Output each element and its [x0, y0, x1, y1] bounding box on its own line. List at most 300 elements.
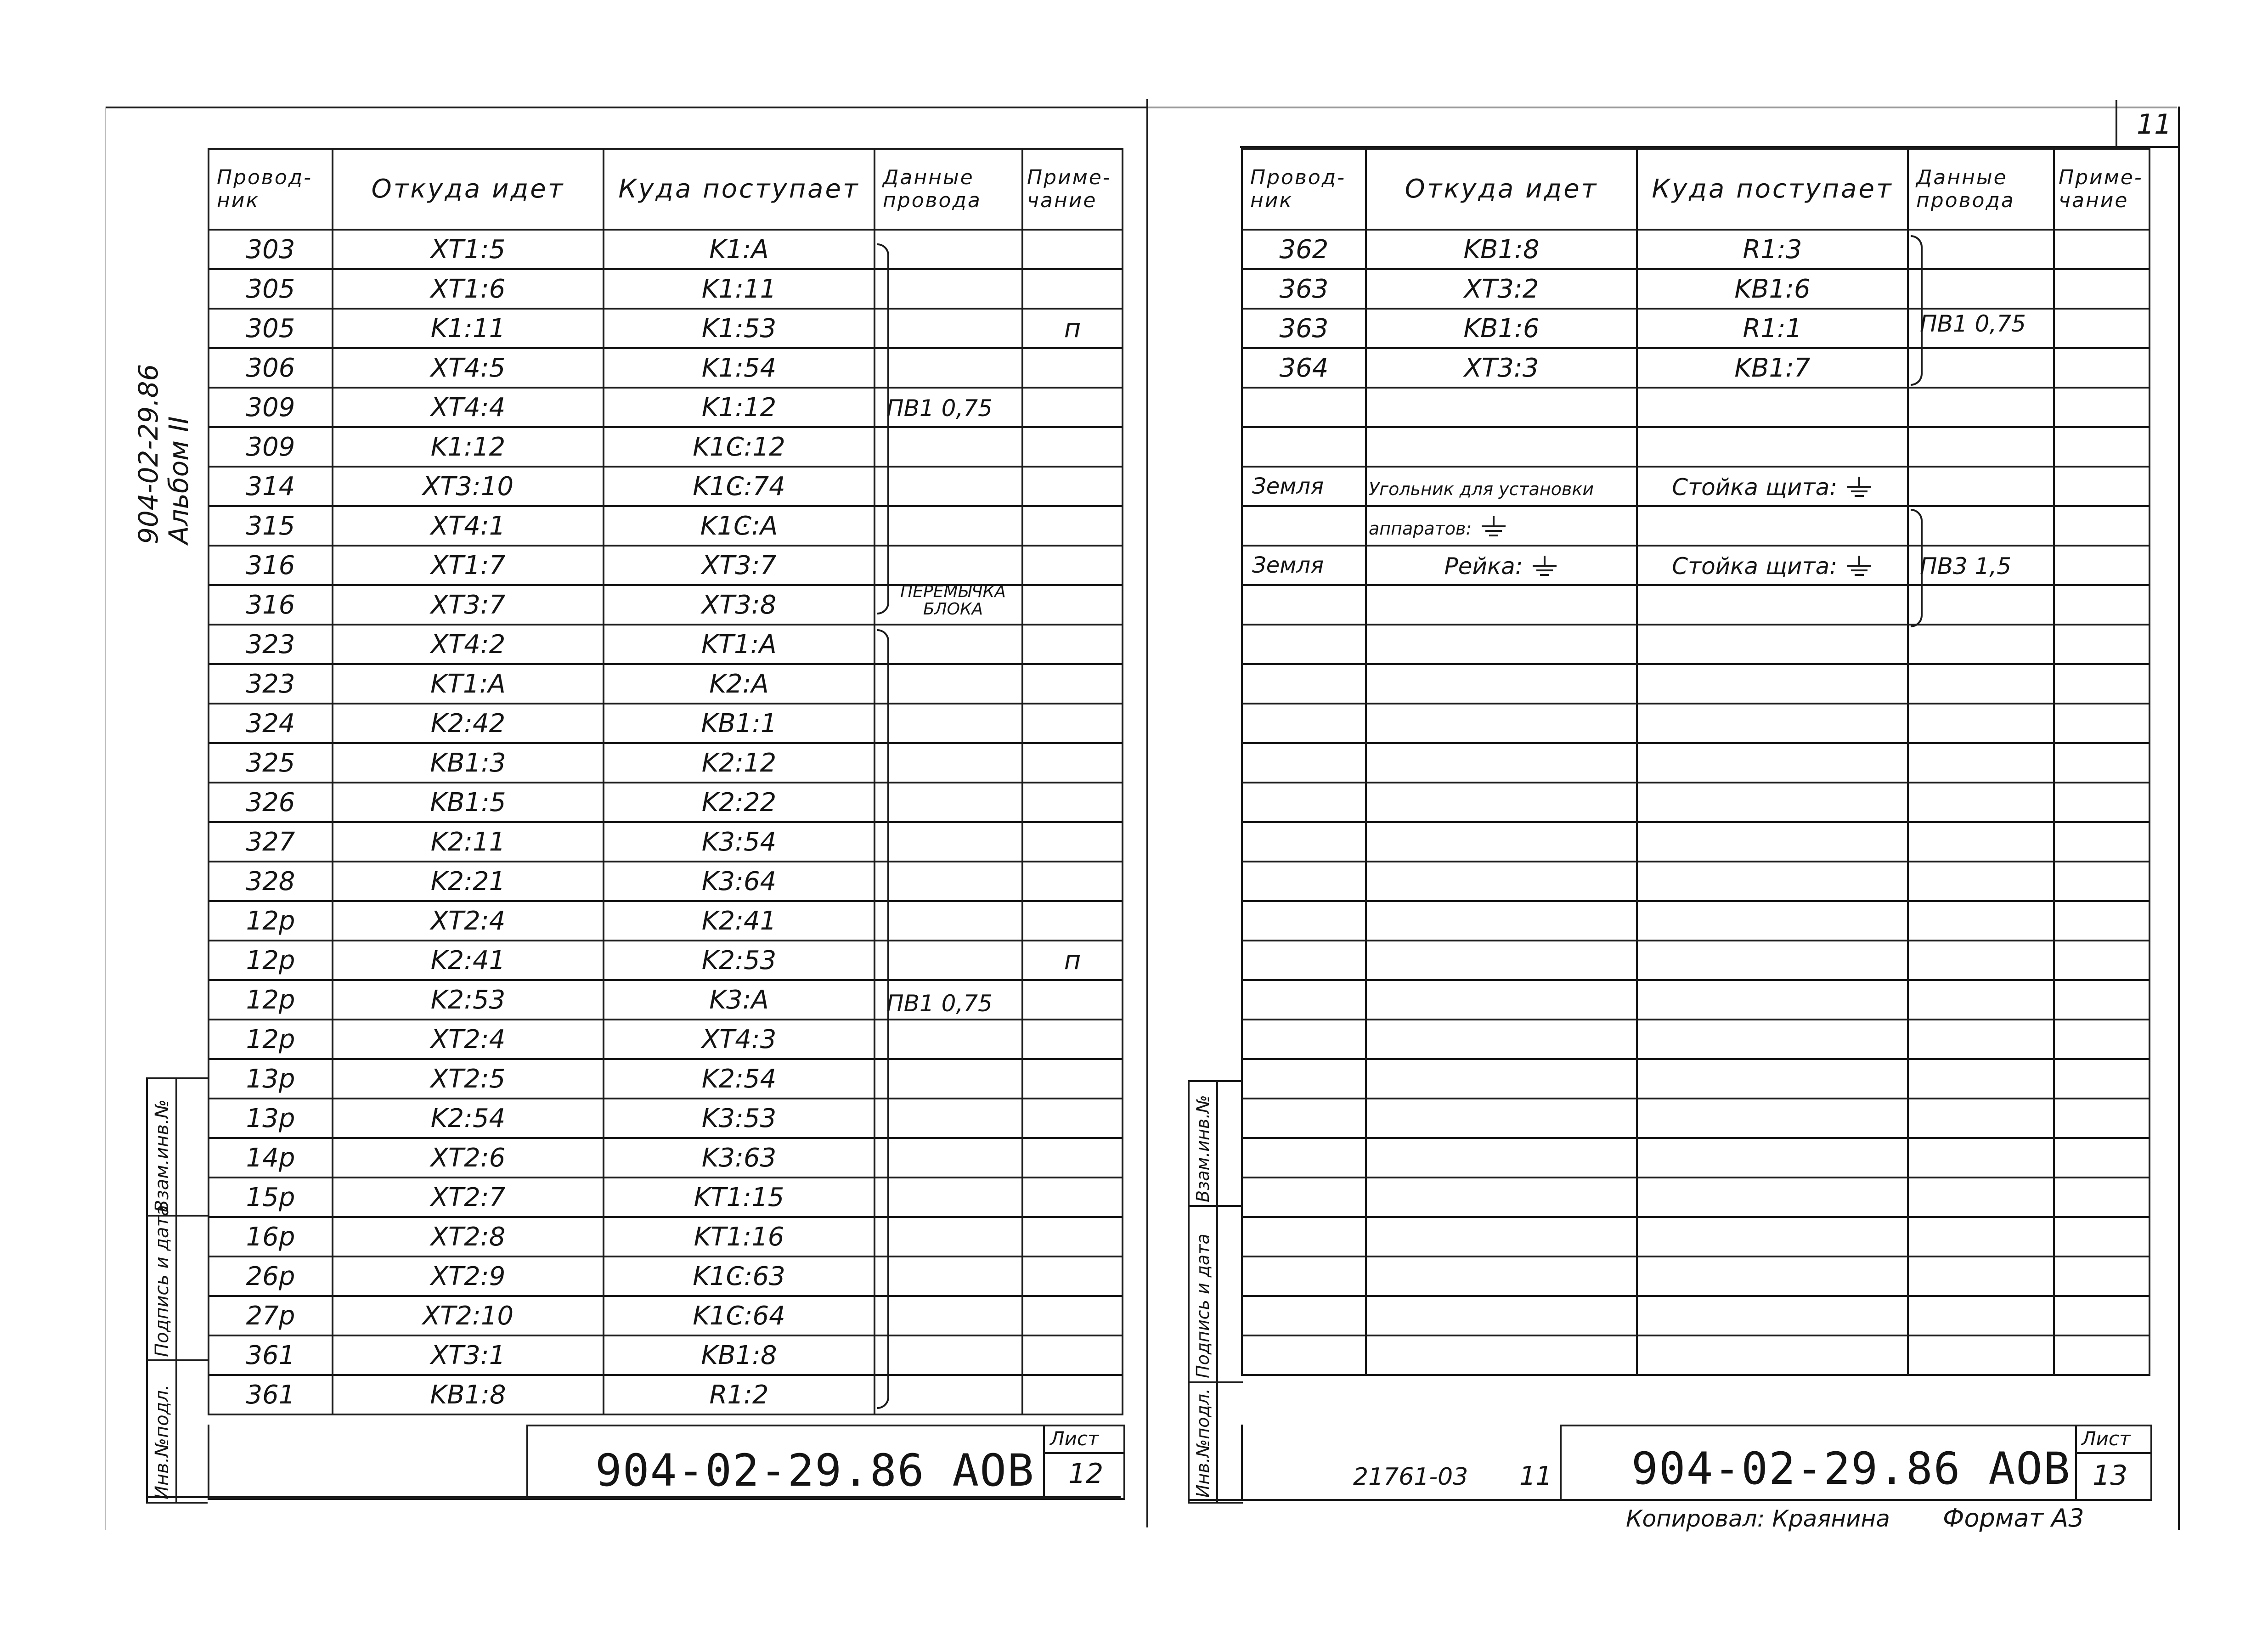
cell	[1637, 1335, 1908, 1375]
cell	[1366, 585, 1637, 625]
cell	[1908, 901, 2054, 941]
table-row	[1242, 230, 2150, 269]
cell-wire: 14p	[209, 1138, 333, 1178]
left-stamp-sheet-label: Лист	[1050, 1427, 1099, 1450]
cell-data	[874, 1020, 1022, 1059]
cell-note	[2054, 269, 2150, 309]
cell-data	[874, 743, 1022, 783]
cell-note	[1022, 506, 1123, 546]
table-row	[209, 704, 1123, 743]
cell-data	[874, 1178, 1022, 1217]
cell	[1637, 664, 1908, 704]
cell	[1242, 862, 1366, 901]
table-row	[209, 269, 1123, 309]
cell	[1908, 862, 2054, 901]
cell-note	[1022, 1375, 1123, 1414]
cell-data	[874, 862, 1022, 901]
cell	[1637, 822, 1908, 862]
table-row	[1242, 941, 2150, 980]
cell-from: KT1:A	[333, 664, 604, 704]
cell-note	[1022, 664, 1123, 704]
cell-note	[2054, 309, 2150, 348]
table-row	[1242, 506, 2150, 546]
cell	[1908, 664, 2054, 704]
cell	[1908, 941, 2054, 980]
cell-to	[1637, 506, 1908, 546]
cell-note	[1022, 230, 1123, 269]
cell	[1908, 1059, 2054, 1099]
cell-data	[874, 1099, 1022, 1138]
cell-wire: 16p	[209, 1217, 333, 1256]
cell-note	[1022, 1020, 1123, 1059]
cell	[2054, 704, 2150, 743]
cell	[1242, 1059, 1366, 1099]
cell-data	[874, 348, 1022, 388]
cell	[1366, 1256, 1637, 1296]
ground-from1b-text: аппаратов:	[1369, 518, 1472, 539]
cell-note	[1022, 1296, 1123, 1335]
cell	[1366, 704, 1637, 743]
cell-data	[874, 664, 1022, 704]
cell	[1908, 1256, 2054, 1296]
cell-note	[2054, 348, 2150, 388]
table-row	[1242, 862, 2150, 901]
cell-from: K2:21	[333, 862, 604, 901]
cell	[1366, 1178, 1637, 1217]
table-row	[209, 546, 1123, 585]
cell-from: XT4:4	[333, 388, 604, 427]
cell	[1637, 625, 1908, 664]
cell-data	[874, 704, 1022, 743]
table-row	[1242, 427, 2150, 467]
table-row	[209, 901, 1123, 941]
cell-wire: 323	[209, 664, 333, 704]
cell-data	[874, 901, 1022, 941]
cell-wire: 314	[209, 467, 333, 506]
cell	[1908, 980, 2054, 1020]
cell	[1637, 1217, 1908, 1256]
left-frame-left	[105, 107, 106, 1530]
cell	[1637, 388, 1908, 427]
right-stamp-code: 904-02-29.86 АОВ	[1631, 1443, 2071, 1494]
cell-wire: 323	[209, 625, 333, 664]
cell-to: K1:54	[604, 348, 874, 388]
side-stamp-c1: Инв.№подл.	[152, 1384, 173, 1499]
cell	[1242, 743, 1366, 783]
cell-note	[1022, 546, 1123, 585]
cell-data	[1908, 506, 2054, 546]
ground-from2-text: Рейка:	[1444, 552, 1523, 580]
left-jumper-label: ПЕРЕМЫЧКА БЛОКА	[900, 582, 1006, 619]
cell	[2054, 941, 2150, 980]
cell-to: K1Ͼ:A	[604, 506, 874, 546]
table-row	[1242, 1138, 2150, 1178]
cell	[2054, 427, 2150, 467]
footer-copied: Копировал: Краянина	[1626, 1505, 1890, 1532]
cell-note	[2054, 230, 2150, 269]
cell-note	[1022, 743, 1123, 783]
table-row	[209, 427, 1123, 467]
cell-data	[1908, 467, 2054, 506]
cell	[1908, 743, 2054, 783]
table-row	[1242, 980, 2150, 1020]
cell-note	[1022, 585, 1123, 625]
cell-to: K1:53	[604, 309, 874, 348]
cell	[2054, 1217, 2150, 1256]
table-row	[1242, 546, 2150, 585]
table-row	[209, 743, 1123, 783]
cell-wire: 12p	[209, 980, 333, 1020]
cell	[2054, 585, 2150, 625]
cell-from	[1366, 506, 1637, 546]
cell	[1242, 427, 1366, 467]
cell-to: K1:11	[604, 269, 874, 309]
cell	[1908, 1099, 2054, 1138]
cell-from: XT2:10	[333, 1296, 604, 1335]
cell	[2054, 862, 2150, 901]
cell-data	[874, 783, 1022, 822]
cell-data	[874, 1217, 1022, 1256]
footer-format: Формат А3	[1943, 1504, 2084, 1533]
table-row	[1242, 1335, 2150, 1375]
r-side-stamp-c2: Подпись и дата	[1193, 1234, 1213, 1378]
cell-note	[1022, 1217, 1123, 1256]
sheet-number-top: 11	[2137, 108, 2172, 141]
cell-data	[874, 1256, 1022, 1296]
cell	[1637, 585, 1908, 625]
cell-wire: 316	[209, 546, 333, 585]
cell	[1637, 1099, 1908, 1138]
cell-wire: 306	[209, 348, 333, 388]
cell-from: KB1:6	[1366, 309, 1637, 348]
cell	[1637, 743, 1908, 783]
cell-to: XT3:8	[604, 585, 874, 625]
cell	[1242, 1099, 1366, 1138]
cell-note	[1022, 1138, 1123, 1178]
left-frame-right	[1146, 99, 1148, 1527]
cell-from: XT2:7	[333, 1178, 604, 1217]
cell	[1637, 941, 1908, 980]
cell	[1637, 980, 1908, 1020]
col-from-header: Откуда идет	[333, 149, 604, 230]
cell-from: K2:41	[333, 941, 604, 980]
right-title-block	[1241, 1425, 2152, 1501]
col-wire-header: Провод- ник	[209, 149, 333, 230]
cell	[1242, 783, 1366, 822]
table-row	[209, 1099, 1123, 1138]
cell	[2054, 625, 2150, 664]
cell	[2054, 1178, 2150, 1217]
table-row	[1242, 664, 2150, 704]
cell-to: K1Ͼ:74	[604, 467, 874, 506]
cell	[1637, 1138, 1908, 1178]
cell	[1908, 1020, 2054, 1059]
cell	[1637, 427, 1908, 467]
cell-wire: 316	[209, 585, 333, 625]
side-stamp-c3: Взам.инв.№	[152, 1099, 173, 1212]
cell	[1908, 625, 2054, 664]
cell-to: K2:53	[604, 941, 874, 980]
table-row	[1242, 467, 2150, 506]
r-col-to-header: Куда поступает	[1637, 149, 1908, 230]
cell	[1366, 822, 1637, 862]
cell-note	[1022, 704, 1123, 743]
table-row	[1242, 585, 2150, 625]
cell-from: XT2:8	[333, 1217, 604, 1256]
cell-wire: 327	[209, 822, 333, 862]
cell-from: K1:12	[333, 427, 604, 467]
cell-from: XT1:7	[333, 546, 604, 585]
cell-from: KB1:8	[333, 1375, 604, 1414]
table-row	[1242, 783, 2150, 822]
table-row	[209, 309, 1123, 348]
cell-from: XT3:2	[1366, 269, 1637, 309]
cell	[2054, 1059, 2150, 1099]
left-wire-table	[208, 148, 1123, 1415]
cell	[1908, 1138, 2054, 1178]
cell	[1242, 664, 1366, 704]
cell-to: K1Ͼ:64	[604, 1296, 874, 1335]
cell-wire: Земля	[1242, 546, 1366, 585]
cell-from: KB1:8	[1366, 230, 1637, 269]
cell-to: KT1:15	[604, 1178, 874, 1217]
cell-wire: 12p	[209, 1020, 333, 1059]
table-row	[209, 1059, 1123, 1099]
cell-from: XT2:5	[333, 1059, 604, 1099]
cell	[1908, 783, 2054, 822]
cell-wire: 364	[1242, 348, 1366, 388]
cell-note	[1022, 269, 1123, 309]
cell-to: K3:63	[604, 1138, 874, 1178]
cell	[1908, 585, 2054, 625]
left-title-block	[208, 1425, 1125, 1500]
table-row	[1242, 1020, 2150, 1059]
cell-from	[1366, 546, 1637, 585]
cell-from: K1:11	[333, 309, 604, 348]
ground-symbol-icon	[1480, 516, 1507, 539]
table-row	[1242, 704, 2150, 743]
right-sheet-number-box	[2116, 100, 2180, 146]
cell-wire: 305	[209, 309, 333, 348]
cell-note	[1022, 901, 1123, 941]
table-row	[1242, 625, 2150, 664]
right-frame-top	[1148, 107, 2177, 108]
cell	[1366, 1020, 1637, 1059]
cell-from: KB1:3	[333, 743, 604, 783]
table-row	[1242, 269, 2150, 309]
table-row	[209, 1296, 1123, 1335]
cell-from: XT3:10	[333, 467, 604, 506]
cell	[1908, 427, 2054, 467]
cell	[1242, 1138, 1366, 1178]
cell	[1908, 1335, 2054, 1375]
cell-note	[2054, 546, 2150, 585]
cell	[1366, 664, 1637, 704]
cell	[1637, 862, 1908, 901]
left-album-code	[133, 269, 194, 544]
cell	[1366, 941, 1637, 980]
cell	[1637, 783, 1908, 822]
cell-from: XT3:3	[1366, 348, 1637, 388]
r-side-stamp-c3: Взам.инв.№	[1193, 1095, 1213, 1202]
cell-to: KB1:7	[1637, 348, 1908, 388]
cell	[1366, 625, 1637, 664]
cell	[1908, 388, 2054, 427]
table-row	[209, 822, 1123, 862]
cell-to: KB1:6	[1637, 269, 1908, 309]
cell-note	[1022, 1059, 1123, 1099]
cell-data	[1908, 230, 2054, 269]
album-code-text: 904-02-29.86 Альбом II	[133, 364, 194, 544]
cell-wire: 315	[209, 506, 333, 546]
cell	[1637, 1178, 1908, 1217]
cell-to: K3:53	[604, 1099, 874, 1138]
cell-to: KT1:16	[604, 1217, 874, 1256]
cell-to: K1:12	[604, 388, 874, 427]
cell	[1366, 901, 1637, 941]
cell-wire: 363	[1242, 269, 1366, 309]
cell-wire: 305	[209, 269, 333, 309]
cell-note	[1022, 1256, 1123, 1296]
cell-to	[1637, 546, 1908, 585]
cell	[1242, 1178, 1366, 1217]
cell	[1242, 388, 1366, 427]
right-group-label: ПВ1 0,75	[1920, 310, 2026, 337]
cell-wire: Земля	[1242, 467, 1366, 506]
cell-data	[874, 1375, 1022, 1414]
cell	[1242, 1020, 1366, 1059]
table-row	[209, 783, 1123, 822]
table-row	[209, 1178, 1123, 1217]
left-group1-label: ПВ1 0,75	[886, 395, 993, 422]
r-col-note-header: Приме- чание	[2054, 149, 2150, 230]
table-row	[209, 1256, 1123, 1296]
cell	[2054, 1138, 2150, 1178]
cell	[1366, 1099, 1637, 1138]
cell	[1242, 1217, 1366, 1256]
cell-note	[1022, 783, 1123, 822]
right-stamp-order-num: 11	[1519, 1461, 1552, 1491]
cell-from: XT3:7	[333, 585, 604, 625]
cell	[1242, 980, 1366, 1020]
cell	[2054, 1296, 2150, 1335]
table-row	[1242, 1217, 2150, 1256]
cell	[1242, 704, 1366, 743]
r-col-data-header: Данные провода	[1908, 149, 2054, 230]
cell-from: K2:11	[333, 822, 604, 862]
cell-data	[874, 269, 1022, 309]
cell	[1637, 1059, 1908, 1099]
table-row	[209, 1217, 1123, 1256]
cell-note	[1022, 980, 1123, 1020]
cell	[1908, 1178, 2054, 1217]
cell-to: R1:3	[1637, 230, 1908, 269]
cell	[1908, 1296, 2054, 1335]
cell-data	[874, 1138, 1022, 1178]
cell-wire: 15p	[209, 1178, 333, 1217]
cell-data	[874, 822, 1022, 862]
col-to-header: Куда поступает	[604, 149, 874, 230]
table-row	[1242, 1059, 2150, 1099]
table-row	[1242, 1256, 2150, 1296]
cell-from: XT2:9	[333, 1256, 604, 1296]
cell	[1366, 388, 1637, 427]
left-brace-group1	[877, 243, 889, 614]
cell-wire: 12p	[209, 901, 333, 941]
cell-data	[874, 625, 1022, 664]
ground-symbol-icon	[1845, 555, 1873, 578]
ground-to2-text: Стойка щита:	[1672, 552, 1838, 580]
table-row	[209, 625, 1123, 664]
cell-note	[1022, 388, 1123, 427]
cell	[1242, 625, 1366, 664]
table-row	[209, 348, 1123, 388]
side-stamp-c2: Подпись и дата	[152, 1205, 173, 1357]
cell	[1242, 1296, 1366, 1335]
left-side-stamp	[146, 1077, 208, 1504]
cell	[1908, 1217, 2054, 1256]
cell	[1366, 980, 1637, 1020]
table-row	[209, 1138, 1123, 1178]
cell-note	[2054, 506, 2150, 546]
cell-to: K2:22	[604, 783, 874, 822]
cell-note	[1022, 1178, 1123, 1217]
cell	[1242, 1335, 1366, 1375]
cell	[1366, 743, 1637, 783]
cell-to: K3:A	[604, 980, 874, 1020]
table-row	[1242, 1099, 2150, 1138]
ground-to1-text: Стойка щита:	[1672, 473, 1838, 501]
table-row	[209, 467, 1123, 506]
cell-wire: 361	[209, 1375, 333, 1414]
table-row	[1242, 822, 2150, 862]
cell-note	[1022, 427, 1123, 467]
cell-data	[1908, 269, 2054, 309]
col-note-header: Приме- чание	[1022, 149, 1123, 230]
cell-wire: 324	[209, 704, 333, 743]
left-frame-top	[105, 107, 1148, 108]
cell-to: K1Ͼ:12	[604, 427, 874, 467]
cell-to: K3:54	[604, 822, 874, 862]
cell-wire	[1242, 506, 1366, 546]
cell	[1908, 822, 2054, 862]
cell	[1366, 427, 1637, 467]
cell	[1908, 704, 2054, 743]
table-row	[209, 1335, 1123, 1375]
cell-note: п	[1022, 309, 1123, 348]
cell-note	[1022, 1099, 1123, 1138]
left-group2-label: ПВ1 0,75	[886, 990, 993, 1017]
cell-from	[1366, 467, 1637, 506]
cell-from: KB1:5	[333, 783, 604, 822]
cell-wire: 13p	[209, 1059, 333, 1099]
cell-note	[1022, 822, 1123, 862]
cell-wire: 328	[209, 862, 333, 901]
right-side-stamp	[1188, 1080, 1243, 1504]
cell-to	[1637, 467, 1908, 506]
cell-note	[1022, 862, 1123, 901]
cell-wire: 303	[209, 230, 333, 269]
cell	[1366, 1138, 1637, 1178]
cell	[1242, 901, 1366, 941]
cell-to: K2:54	[604, 1059, 874, 1099]
cell-to: KT1:A	[604, 625, 874, 664]
cell-from: XT4:1	[333, 506, 604, 546]
table-row	[209, 862, 1123, 901]
cell-from: XT4:5	[333, 348, 604, 388]
cell-to: R1:1	[1637, 309, 1908, 348]
cell	[2054, 783, 2150, 822]
